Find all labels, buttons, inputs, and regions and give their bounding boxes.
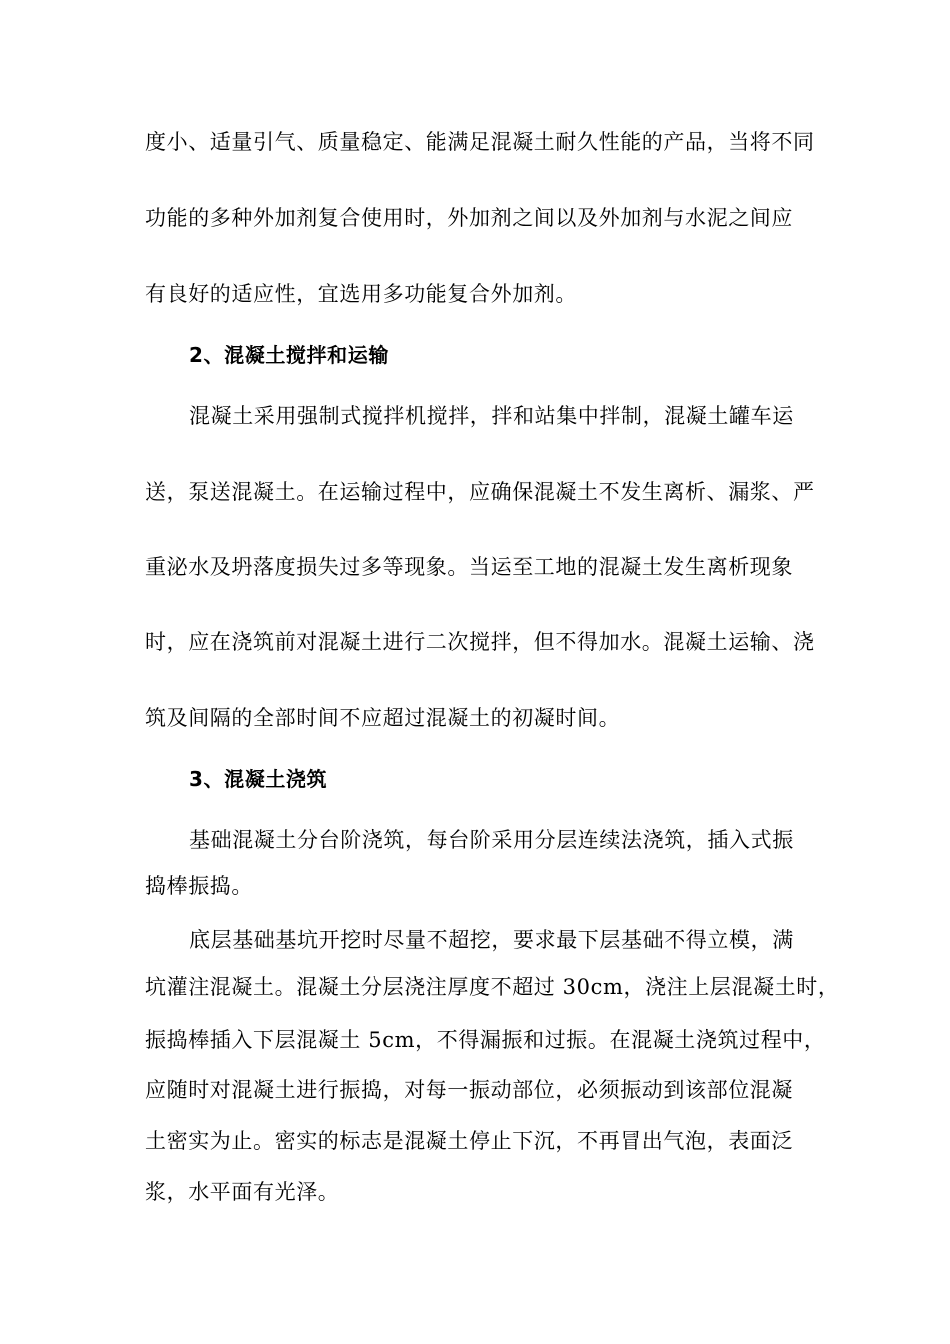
text-line: 底层基础基坑开挖时尽量不超挖，要求最下层基础不得立模，满 (189, 928, 794, 952)
text-line: 混凝土采用强制式搅拌机搅拌，拌和站集中拌制，混凝土罐车运 (189, 404, 794, 428)
text-line: 振捣棒插入下层混凝土 5cm，不得漏振和过振。在混凝土浇筑过程中， (145, 1028, 826, 1052)
text-line: 度小、适量引气、质量稳定、能满足混凝土耐久性能的产品，当将不同 (145, 130, 815, 154)
text-line: 重泌水及坍落度损失过多等现象。当运至工地的混凝土发生离析现象 (145, 555, 793, 579)
text-line: 有良好的适应性，宜选用多功能复合外加剂。 (145, 282, 577, 306)
text-line: 送，泵送混凝土。在运输过程中，应确保混凝土不发生离析、漏浆、严 (145, 480, 815, 504)
text-line: 基础混凝土分台阶浇筑，每台阶采用分层连续法浇筑，插入式振 (189, 828, 794, 852)
text-line: 筑及间隔的全部时间不应超过混凝土的初凝时间。 (145, 706, 621, 730)
text-line: 功能的多种外加剂复合使用时，外加剂之间以及外加剂与水泥之间应 (145, 206, 793, 230)
text-line: 浆，水平面有光泽。 (145, 1180, 340, 1204)
text-line: 捣棒振捣。 (145, 874, 253, 898)
text-line: 时，应在浇筑前对混凝土进行二次搅拌，但不得加水。混凝土运输、浇 (145, 630, 815, 654)
text-line: 应随时对混凝土进行振捣，对每一振动部位，必须振动到该部位混凝 (145, 1078, 793, 1102)
section-heading: 2、混凝土搅拌和运输 (189, 343, 389, 367)
section-heading: 3、混凝土浇筑 (189, 767, 328, 791)
text-line: 坑灌注混凝土。混凝土分层浇注厚度不超过 30cm，浇注上层混凝土时， (145, 975, 840, 999)
text-line: 土密实为止。密实的标志是混凝土停止下沉，不再冒出气泡，表面泛 (145, 1129, 793, 1153)
